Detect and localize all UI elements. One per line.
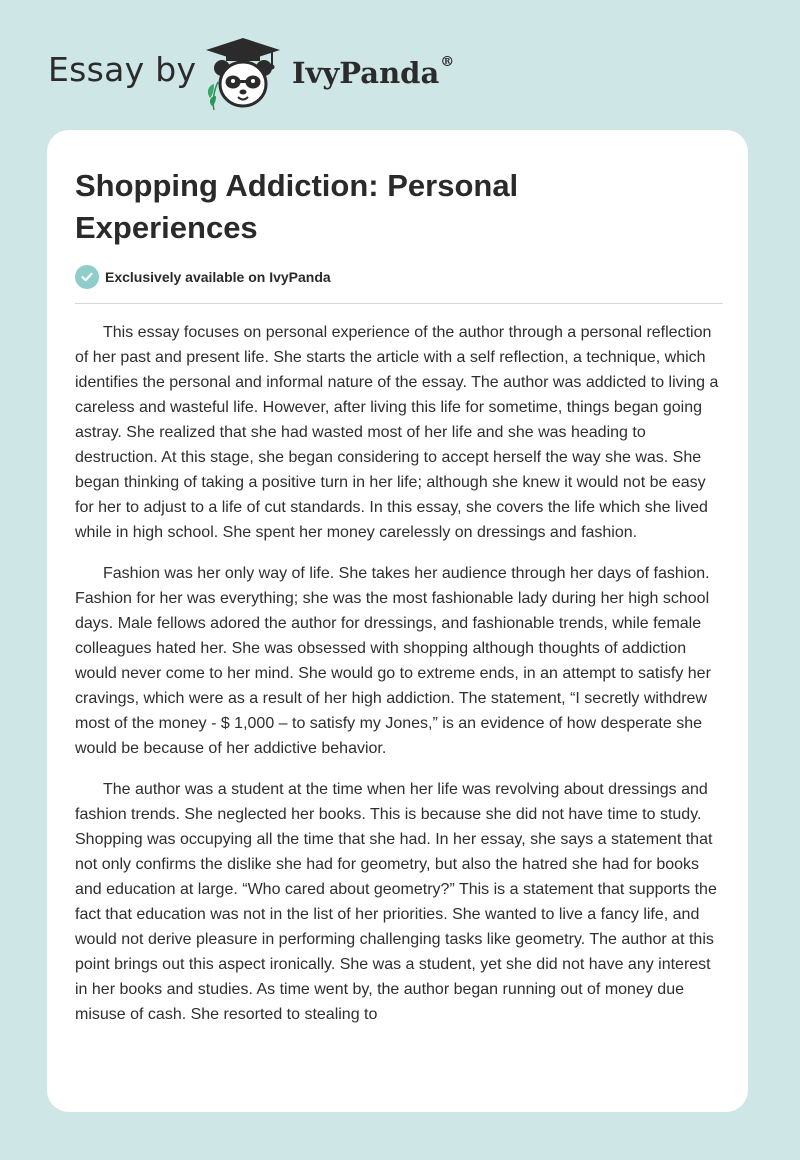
brand-prefix: Essay by: [48, 50, 197, 89]
divider: [75, 303, 723, 304]
brand-name: IvyPanda®: [292, 54, 455, 90]
paragraph: The author was a student at the time when her life was revolving about dressings and fashion trends. She neglected her books. This is because she did not have time to study. Shopping was occupying all the time that she had. In her essay, she says a statement that not only confirms the dislike she had for geometry, but also the hatred she had for books and education at large. “Who cared about geometry?” This is a statement that supports the fact that education was not in the list of her priorities. She wanted to live a fancy life, and would not derive pleasure in performing challenging tasks like geometry. The author at this point brings out this aspect ironically. She was a student, yet she did not have any interest in her books and studies. As time went by, the author began running out of money due misuse of cash. She resorted to stealing to: [75, 781, 717, 1023]
exclusive-badge: [75, 265, 331, 289]
essay-card: [47, 130, 748, 1112]
check-circle-icon: [75, 265, 99, 289]
paragraph: Fashion was her only way of life. She takes her audience through her days of fashion. Fashion for her was everything; she was the most fashionable lady during her high school days. Male fellows adored the author for dressings, and fashionable trends, while female colleagues hated her. She was obsessed with shopping although thoughts of addiction would never come to her mind. She would go to extreme ends, in an attempt to satisfy her cravings, which were as a result of her high addiction. The statement, “I secretly withdrew most of the money - $ 1,000 – to satisfy my Jones,” is an evidence of how desperate she would be because of her addictive behavior.: [75, 565, 711, 757]
page-title: Shopping Addiction: Personal Experiences: [75, 168, 519, 245]
badge-text: Exclusively available on IvyPanda: [105, 269, 331, 285]
paragraph: This essay focuses on personal experience of the author through a personal reflection of her past and present life. She starts the article with a self reflection, a technique, which identifies the personal and informal nature of the essay. The author was addicted to living a careless and wasteful life. However, after living this life for sometime, things began going astray. She realized that she had wasted most of her life and she was heading to destruction. At this stage, she began considering to accept herself the way she was. She began thinking of taking a positive turn in her life; although she knew it would not be easy for her to adjust to a life of cut standards. In this essay, she covers the life which she lived while in high school. She spent her money carelessly on dressings and fashion.: [75, 324, 719, 541]
panda-graduation-cap-icon: [202, 36, 284, 112]
brand-header: [48, 36, 468, 116]
essay-body: [75, 320, 723, 1043]
